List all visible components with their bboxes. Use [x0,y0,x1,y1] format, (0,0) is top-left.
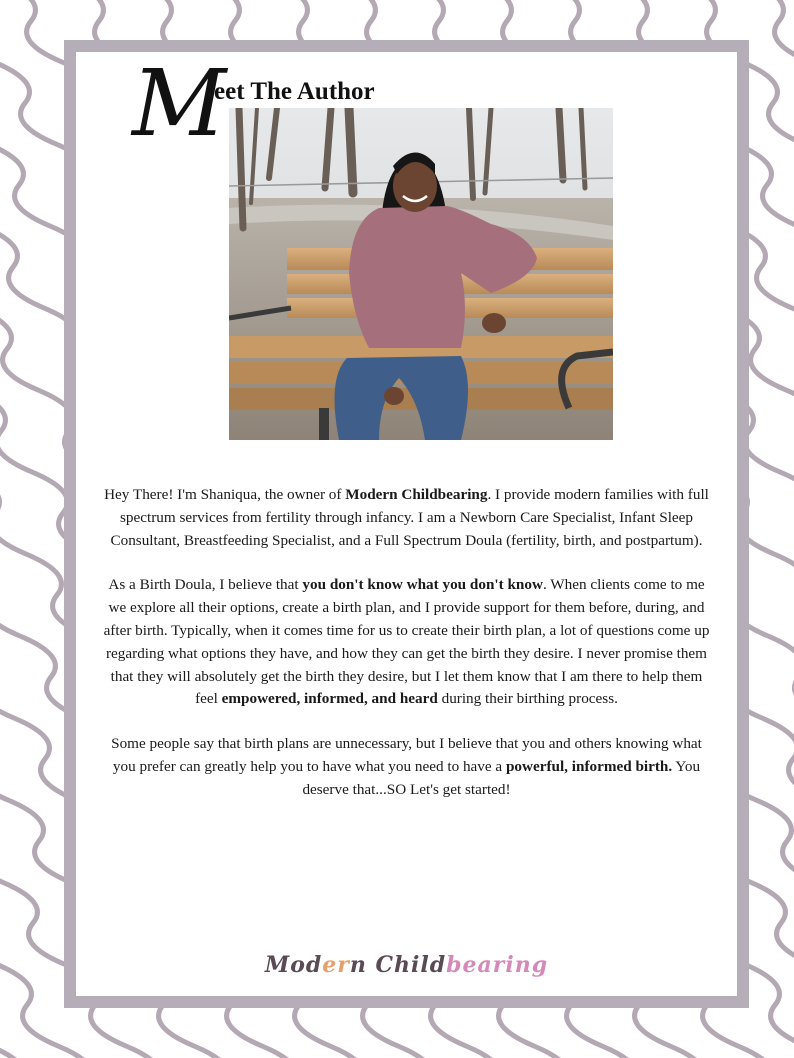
page-title: eet The Author [214,78,375,105]
bio-paragraph-birth-plans: Some people say that birth plans are unnecessary, but I believe that you and others knowing what you prefer can greatly help you to have what you need to have a powerful, informed birth. You deserve that...SO Let's get started! [111,735,702,798]
author-bio [98,484,715,824]
wave-line [748,0,794,1058]
wave-line [0,0,52,1058]
author-photo [229,108,613,440]
author-card [64,40,749,1008]
modern-childbearing-logo: Modern Childbearing [264,952,549,978]
heading-drop-cap: M [132,50,227,157]
bio-paragraph-intro: Hey There! I'm Shaniqua, the owner of Modern Childbearing. I provide modern families with full spectrum services from fertility through infancy. I am a Newborn Care Specialist, Infant Sleep Consultant, Breastfeeding Specialist, and a Full Spectrum Doula (fertility, birth, and postpartum). [104,486,709,549]
bio-paragraph-doula: As a Birth Doula, I believe that you don't know what you don't know. When clients come to me we explore all their options, create a birth plan, and I provide support for them before, during, and after birth. Typically, when it comes time for us to create their birth plan, a lot of questions come up regarding what options they have, and how they can get the birth they desire. I never promise them that they will absolutely get the birth they desire, but I let them know that I am there to help them feel empowered, informed, and heard during their birthing process. [103,576,710,708]
